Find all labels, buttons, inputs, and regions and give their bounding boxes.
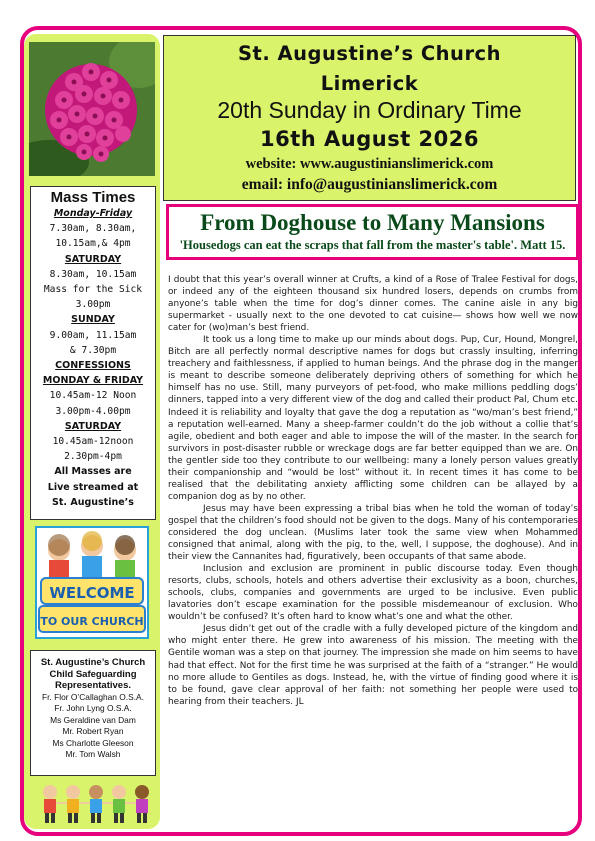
article-paragraph: Jesus may have been expressing a tribal bias when he told the woman of today’s gospel that the children’s food should not be given to the dogs. Many of his contemporaries considered the dog unclean. (Muslims later took the same view when Mohammed consigned that animal, along with the pig, to the, well, I suppose, the doghouse). And in their view the Cannanites had, figuratively, been occupants of that same abode. <box>168 503 578 563</box>
children-clipart <box>38 780 156 826</box>
mass-time-line: St. Augustine’s <box>52 496 134 508</box>
article-body <box>168 274 578 819</box>
safeguarding-name: Fr. John Lyng O.S.A. <box>54 703 132 714</box>
article-paragraph: I doubt that this year’s overall winner at Crufts, a kind of a Rose of Tralee Festival for dogs, or indeed any of the eighteen thousand six hundred losers, depends on crumbs from anyone’s table when the time for dog’s dinner comes. The canine aisle in any big supermarket - usually next to the one devoted to cat cuisine— shows how well we now cater for (wo)man’s best friend. <box>168 275 578 334</box>
article-paragraph: Inclusion and exclusion are prominent in public discourse today. Even though resorts, clubs, schools, hotels and others advertise their exclusivity as a boon, churches, schools, clubs, companies and governments are urged to be inclusive. Even public lavatories don’t escape examination for the possible misdemeanour of exclusion. Who wouldn’t be confused? It’s often hard to know what’s one and what the other. <box>168 564 578 623</box>
mass-time-line: & 7.30pm <box>69 344 117 356</box>
safeguarding-name: Mr. Robert Ryan <box>62 726 124 737</box>
mass-time-line: 10.45am-12noon <box>52 436 134 448</box>
church-name: St. Augustine’s Church <box>237 42 502 65</box>
mass-time-line: 10.15am,& 4pm <box>55 238 131 250</box>
mass-time-line: Mass for the Sick <box>43 284 143 296</box>
church-location: Limerick <box>320 72 419 95</box>
website-line: website: www.augustinianslimerick.com <box>245 156 494 172</box>
safeguarding-name: Ms Charlotte Gleeson <box>52 737 134 748</box>
mass-times-title: Mass Times <box>50 189 136 206</box>
article-paragraph: Jesus didn’t get out of the cradle with a fully developed picture of the kingdom and who might enter there. He grew into awareness of his mission. The meeting with the Gentile woman was a step on that journey. The impression she made on him seems to have had that effect. Not for the first time he was surprised at the faith of a “stranger.” He would no more allude to Gentiles as dogs. Instead, he, with the virtue of finding good where it is to be found, gave clear approval of her faith: not something her people were used to hearing from their teachers. JL <box>168 624 578 707</box>
safeguarding-box <box>30 650 156 776</box>
mass-time-line: 3.00pm <box>75 299 111 311</box>
mass-time-line: MONDAY & FRIDAY <box>42 375 144 387</box>
safeguarding-name: Fr. Flor O’Callaghan O.S.A. <box>42 691 144 702</box>
mass-time-line: All Masses are <box>54 466 132 478</box>
mass-time-line: CONFESSIONS <box>55 360 131 372</box>
issue-date: 16th August 2026 <box>259 127 479 151</box>
flower-image <box>29 42 155 176</box>
mass-time-line: 3.00pm-4.00pm <box>55 405 131 417</box>
welcome-line2: TO OUR CHURCH <box>40 615 144 628</box>
safeguarding-title-2: Child Safeguarding <box>49 668 137 680</box>
mass-time-line: 9.00am, 11.15am <box>49 329 137 341</box>
article-title-box <box>166 204 579 260</box>
safeguarding-title-1: St. Augustine’s Church <box>40 657 146 668</box>
mass-time-line: Monday-Friday <box>53 208 133 219</box>
mass-time-line: SUNDAY <box>71 314 115 326</box>
newsletter-header <box>163 35 576 201</box>
mass-times-box <box>30 186 156 520</box>
liturgical-sunday: 20th Sunday in Ordinary Time <box>217 97 522 123</box>
mass-time-line: 8.30am, 10.15am <box>49 268 137 280</box>
mass-time-line: SATURDAY <box>64 253 122 265</box>
email-line: email: info@augustinianslimerick.com <box>241 176 498 193</box>
article-title: From Doghouse to Many Mansions <box>200 210 545 235</box>
mass-times-list <box>31 206 155 510</box>
welcome-image <box>35 526 149 639</box>
mass-time-line: 2.30pm-4pm <box>64 451 122 463</box>
article-paragraph: It took us a long time to make up our minds about dogs. Pup, Cur, Hound, Mongrel, Bitch are all perfectly normal descriptive names for dogs but crassly insulting, inferring treachery and faithlessness, if applied to human beings. And the phrase dog in the manger is meant to describe someone deliberately depriving others of something for which he himself has no use. Still, many purveyors of pet-food, who make millions peddling dogs’ dinners, tapped into a very different view of the dog and called their product Pal, Chum etc. Indeed it is reliability and loyalty that gave the dog a reputation as “wo/man’s best friend,” a reputation well-earned. Many a sheep-farmer couldn’t do the job without a collie that’s agile, obedient and both eager and able to impose the will of the master. In the search for survivors in post-disaster rubble or wreckage dogs are far better equipped than we are. On the gentler side too they contribute to our wellbeing: many a lonely person values greatly their companionship and “would be lost” without it. In recent times it has come to be realised that the debilitating anxiety afflicting some children can be allayed by a companion dog as by no other. <box>168 335 578 502</box>
welcome-line1: WELCOME <box>49 584 135 602</box>
mass-time-line: 10.45am-12 Noon <box>49 390 137 402</box>
safeguarding-title-3: Representatives. <box>54 680 132 691</box>
article-subtitle: 'Housedogs can eat the scraps that fall from the master's table'. Matt 15. <box>179 238 566 252</box>
mass-time-line: 7.30am, 8.30am, <box>49 223 137 235</box>
safeguarding-name: Ms Geraldine van Dam <box>50 714 136 725</box>
safeguarding-name: Mr. Tom Walsh <box>65 749 121 760</box>
mass-time-line: SATURDAY <box>64 420 122 432</box>
mass-time-line: Live streamed at <box>47 481 139 493</box>
